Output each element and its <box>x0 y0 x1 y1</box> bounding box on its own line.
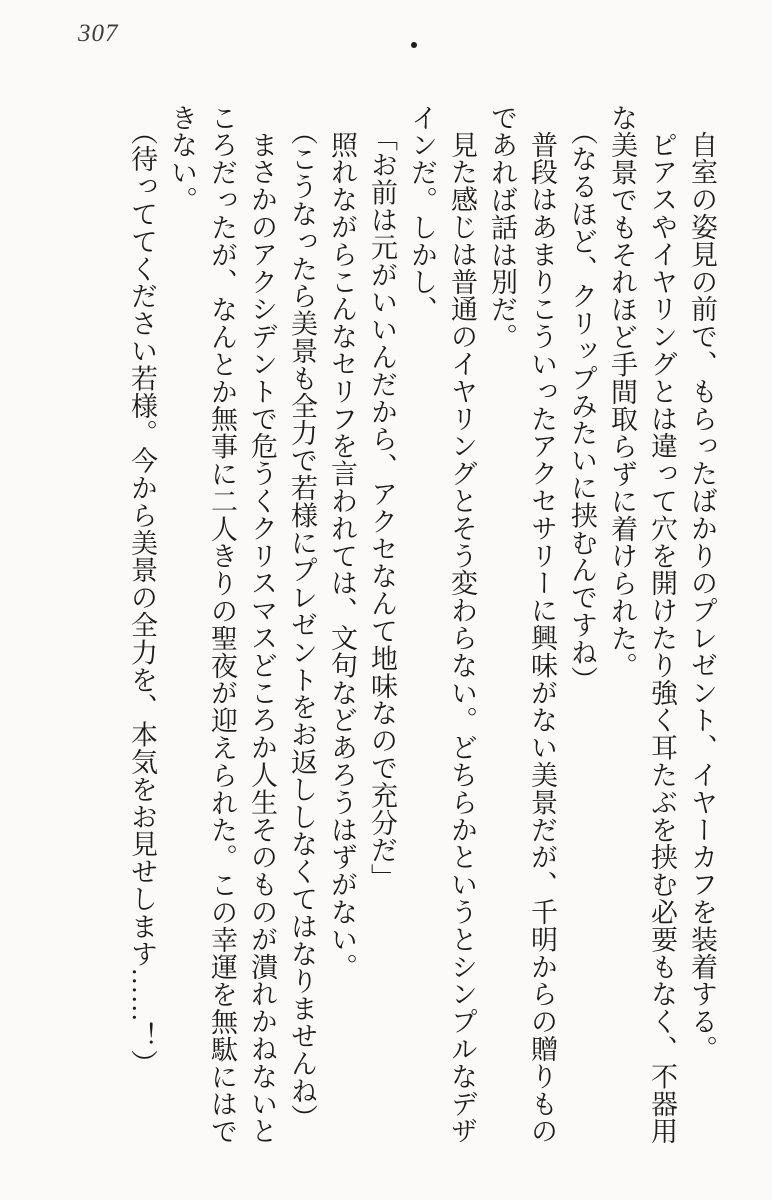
text-column: （なるほど、クリップみたいに挟むんですね） <box>567 117 597 693</box>
text-column: な美景でもそれほど手間取らずに着けられた。 <box>607 104 637 680</box>
text-column: インだ。しかし、 <box>407 104 437 324</box>
text-column: （こうなったら美景も全力で若様にプレゼントをお返ししなくてはなりませんね） <box>287 117 317 1132</box>
vertical-text-block <box>122 104 722 1154</box>
text-column: まさかのアクシデントで危うくクリスマスどころか人生そのものが潰れかねないと <box>247 131 277 1145</box>
text-column: ころだったが、なんとか無事に二人きりの聖夜が迎えられた。この幸運を無駄にはで <box>207 104 237 1146</box>
text-column: 見た感じは普通のイヤリングとそう変わらない。どちらかというとシンプルなデザ <box>447 131 477 1145</box>
text-column: ピアスやイヤリングとは違って穴を開けたり強く耳たぶを挟む必要もなく、不器用 <box>647 131 677 1145</box>
ink-dot-artifact <box>411 42 417 48</box>
text-column: 自室の姿見の前で、もらったばかりのプレゼント、イヤーカフを装着する。 <box>687 131 717 1063</box>
text-column: （待っててください若様。今から美景の全力を、本気をお見せします……！） <box>127 117 157 1077</box>
page-number: 307 <box>78 20 119 47</box>
text-column: 普段はあまりこういったアクセサリーに興味がない美景だが、千明からの贈りもの <box>527 131 557 1145</box>
text-column: 「お前は元がいいんだから、アクセなんて地味なので充分だ」 <box>367 124 397 892</box>
text-column: きない。 <box>167 104 197 214</box>
text-column: であれば話は別だ。 <box>487 104 517 351</box>
text-column: 照れながらこんなセリフを言われては、文句などあろうはずがない。 <box>327 131 357 981</box>
